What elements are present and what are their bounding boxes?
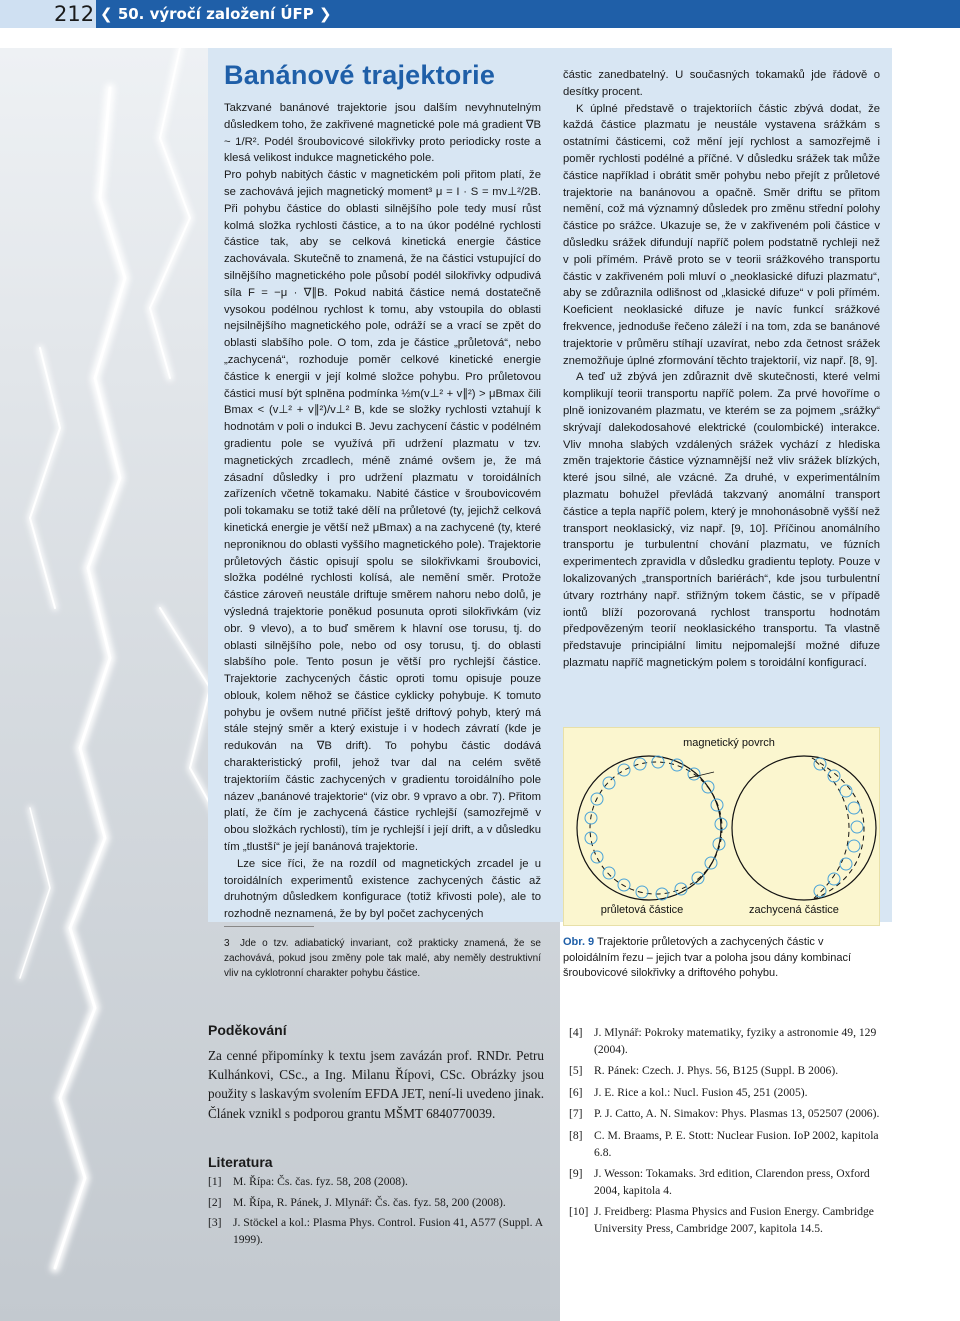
passing-particle-label: průletová částice: [600, 904, 684, 916]
paragraph: Lze sice říci, že na rozdíl od magnetických zrcadel je u toroidálních experimentů existence zachycených částic až druhotným důsledkem konfigurace (totiž křivosti pole), ale to rozhodně neznamená, že by byl počet zachycených: [224, 857, 541, 921]
section-title-text: 50. výročí založení ÚFP: [117, 5, 314, 23]
reference-item: [2] M. Řípa, R. Pánek, J. Mlynář: Čs. čas. fyz. 58, 200 (2008).: [208, 1195, 506, 1209]
paragraph: A teď už zbývá jen zdůraznit dvě skutečnosti, které velmi komplikují teorii transportu napříč polem. Za prvé hovoříme o plně ionizovaném plazmatu, ve kterém se za pojmem „srážky“ skrývají dalekodosahové elektrické (coulombické) interakce. Vliv mnoha slabých vzdálených srážek vychází z hlediska změn trajektorie částice významnější než vliv srážek blízkých, které jsou silné, ale vzácné. Za druhé, v experimentálním plazmatu bohužel převládá takzvaný anomální transport částice a tepla napříč polem, který je mnohonásobně vyšší než transport neoklasický, viz např. [9, 10]. Příčinou anomálního transportu je turbulentní chování plazmatu, ve fúzních experimentech zpravidla v důsledku gradientu teploty. Pouze v lokalizovaných „transportních bariérách“, kde jsou turbulentní útvary roztrhány např. střižným tokem částic, se v případě iontů blíží pozorovaná rychlost transportu hodnotám předpovězeným teorií neoklasického transportu. Ta vlastně představuje principiální limitu nejpomalejší možné difuze plazmatu napříč magnetickým polem s toroidální konfigurací.: [563, 371, 880, 669]
passing-helix: [585, 756, 727, 900]
article-title: Banánové trajektorie: [224, 60, 496, 90]
magnetic-surface-right: [732, 756, 876, 900]
page-number-box: [0, 0, 96, 28]
article-column-left: [224, 100, 541, 923]
paragraph: Pro pohyb nabitých částic v magnetickém poli přitom platí, že se zachovává jejich magnetický moment³ μ = I · S = mv⊥²/2B. Při pohybu částice do oblasti silnějšího pole tedy musí růst kolmá složka rychlosti částice, a to na úkor podélné rychlosti částice tak, aby se celková kinetická energie částice zachovávala. Skutečně to znamená, že na částici vstupující do silnějšího magnetického pole působí podél silokřivky odpudivá síla F = −μ · ∇∥B. Pokud nabitá částice nemá dostatečně vysokou podélnou rychlost k tomu, aby vstoupila do oblasti nejsilnějšího magnetického pole, odráží se a vrací se zpět do oblasti slabšího pole. O tom, zda je částice „průletová“, nebo „zachycená“, rozhoduje poměr celkové kinetické energie částice k energii v její kolmé složce pohybu. Pro průletovou částici musí být splněna podmínka ½m(v⊥² + v∥²) > μBmax čili Bmax < (v⊥² + v∥²)/v⊥² B, kde se složky rychlosti vztahují k hodnotám v poli o indukci B. Jevu zachycení částic v podélném gradientu pole se využívá při udržení plazmatu v tzv. magnetických zrcadlech, méně známé ovšem je, že má zásadní důsledky i pro udržení plazmatu v toroidálních zařízeních včetně tokamaku. Nabité částice v šroubovicovém poli tokamaku se totiž také dělí na průletové (ty, jejichž celková kinetická energie je větší než μBmax) a na zachycené (ty, které neproniknou do oblasti vyššího magnetického pole). Trajektorie průletových částic opisují spolu se silokřivkami šroubovici, složka podélné rychlosti kolísá, ale nemění směr. Protože částice zároveň neustále driftuje směrem nahoru nebo dolů, je výsledná trajektorie poněkud posunuta oproti silokřivkám (viz obr. 9 vlevo), a to buď směrem k hlavní ose torusu, tj. do oblasti silnějšího pole, nebo od osy torusu, tj. do oblasti slabšího pole. Tento posun je větší pro rychlejší částice. Trajektorie zachycených částic oproti tomu opisuje pouze oblouk, kolem něhož se částice cyklicky pohybuje. K tomuto pohybu je ovšem nutné přičíst ještě driftový pohyb, který má stále stejný směr a který existuje i v hodech závratí (kde je redukován na ∇B drift). To pohybu částic dodává charakteristický profil, jehož tvar dal na celém světě trajektoriím částic zachycených v gradientu toroidálního pole název „banánové trajektorie“ (viz obr. 9 vpravo a obr. 7). Přitom platí, že čím je zachycená částice rychlejší (samozřejmě v obou složkách rychlosti), tím je rychlejší i její drift, a v důsledku tím „tlustší“ je její banánová trajektorie.: [224, 169, 541, 854]
references-left: [208, 1174, 548, 1252]
footnote-divider: [224, 926, 314, 927]
reference-item: [3] J. Stöckel a kol.: Plasma Phys. Control. Fusion 41, A577 (Suppl. A 1999).: [208, 1216, 543, 1246]
page-number: 212: [54, 2, 95, 26]
acknowledgement-heading: Poděkování: [208, 1022, 287, 1038]
label-pointer: [689, 772, 714, 778]
paragraph: Takzvané banánové trajektorie jsou dalším nevyhnutelným důsledkem toho, že zakřivené magnetické pole má gradient ∇B ~ 1/R². Podél šroubovicové silokřivky proto periodicky roste a klesá velikost indukce magnetického pole.: [224, 102, 541, 165]
figure-caption-label: Obr. 9: [563, 936, 595, 948]
figure-9: [563, 727, 880, 926]
trapped-helix: [814, 758, 863, 897]
reference-item: [8] C. M. Braams, P. E. Stott: Nuclear Fusion. IoP 2002, kapitola 6.8.: [569, 1128, 879, 1159]
paragraph: částic zanedbatelný. U současných tokamaků jde řádově o desítky procent.: [563, 69, 880, 98]
literature-heading: Literatura: [208, 1154, 273, 1170]
paragraph: K úplné představě o trajektoriích částic zbývá dodat, že každá částice plazmatu je neustále vystavena srážkám s ostatními částicemi, což mění její rychlost a samozřejmě i poměr rychlosti podélné a příčné. V důsledku srážek tak může částice například i obrátit směr pohybu nebo přejít z průletové trajektorie na banánovou a opačně. Směr driftu se přitom nemění, což má významný důsledek pro změnu střední polohy částice po srážce. Ukazuje se, že v zakřiveném poli částice v důsledku srážek difundují napříč polem podstatně rychleji než v poli přímém. Právě proto se v teorii srážkového transportu částic v zakřiveném poli mluví o „neoklasické difuzi plazmatu“, aby se zdůraznila odlišnost od „klasické difuze“ v poli přímém. Koeficient neoklasické difuze je navíc funkcí srážkové frekvence, jednoduše řečeno záleží i na tom, zda se banánové trajektorie v průměru stíhají uzavírat, nebo zda četnost srážek znemožňuje úplné zformování těchto trajektorií, viz např. [8, 9].: [563, 102, 880, 367]
chevron-right-icon: ❯: [319, 5, 332, 23]
section-title: [100, 0, 332, 28]
article-column-right: [563, 67, 880, 672]
footnote: [224, 936, 541, 981]
footnote-text: Jde o tzv. adiabatický invariant, což prakticky znamená, že se zachovává, pokud jsou změny pole tak malé, aby neměly destruktivní vliv na cyklotronní charakter pohybu částice.: [224, 938, 541, 979]
reference-item: [4] J. Mlynář: Pokroky matematiky, fyziky a astronomie 49, 129 (2004).: [569, 1026, 877, 1056]
reference-item: [6] J. E. Rice a kol.: Nucl. Fusion 45, 251 (2005).: [569, 1085, 808, 1099]
references-right: [569, 1025, 892, 1243]
magnetic-surface-label: magnetický povrch: [683, 737, 775, 749]
reference-item: [10] J. Freidberg: Plasma Physics and Fusion Energy. Cambridge University Press, Cambridge 2007, kapitola 14.5.: [569, 1205, 874, 1235]
trapped-particle-label: zachycená částice: [749, 904, 839, 916]
page-header: [0, 0, 960, 28]
reference-item: [9] J. Wesson: Tokamaks. 3rd edition, Clarendon press, Oxford 2004, kapitola 4.: [569, 1167, 870, 1197]
footnote-number: 3: [224, 938, 230, 949]
figure-caption: [563, 935, 880, 982]
reference-item: [5] R. Pánek: Czech. J. Phys. 56, B125 (Suppl. B 2006).: [569, 1064, 839, 1078]
chevron-left-icon: ❮: [100, 5, 113, 23]
reference-item: [1] M. Řípa: Čs. čas. fyz. 58, 208 (2008).: [208, 1175, 408, 1188]
figure-diagram: [564, 728, 879, 925]
figure-caption-text: Trajektorie průletových a zachycených částic v poloidálním řezu – jejich tvar a poloha jsou dány kombinací šroubovicové silokřivky a driftového pohybu.: [563, 936, 851, 979]
acknowledgement-text: Za cenné připomínky k textu jsem zavázán prof. RNDr. Petru Kulhánkovi, CSc., a Ing. Milanu Řípovi, CSc. Obrázky jsou použity s laskavým svolením EFDA JET, není-li uvedeno jinak. Článek vznikl s podporou grantu MŠMT 6840770039.: [208, 1048, 544, 1121]
reference-item: [7] P. J. Catto, A. N. Simakov: Phys. Plasmas 13, 052507 (2006).: [569, 1107, 880, 1121]
banana-trajectory: [812, 758, 864, 900]
